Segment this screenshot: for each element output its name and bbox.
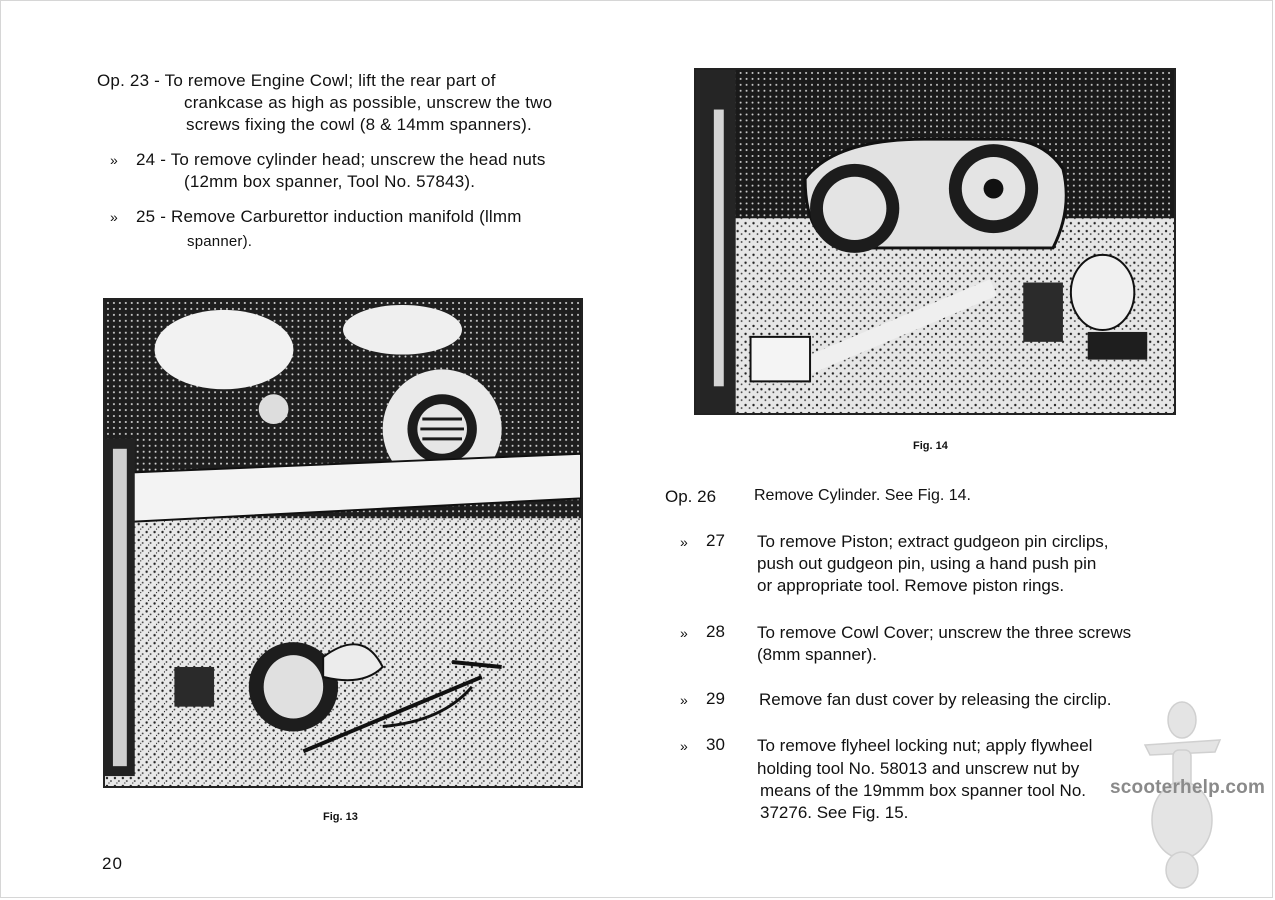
op24-line2: (12mm box spanner, Tool No. 57843). <box>184 172 476 191</box>
fig13-caption: Fig. 13 <box>323 811 358 823</box>
op23-line1: Op. 23 - To remove Engine Cowl; lift the rear part of <box>97 71 496 90</box>
op29-number: 29 <box>706 689 725 708</box>
op24-marker: » <box>110 152 118 168</box>
op28-marker: » <box>680 625 688 641</box>
page-number: 20 <box>102 854 123 873</box>
op23-line3: screws fixing the cowl (8 & 14mm spanners). <box>186 115 532 134</box>
op27-marker: » <box>680 534 688 550</box>
op23-line2: crankcase as high as possible, unscrew the two <box>184 93 553 112</box>
op29-marker: » <box>680 692 688 708</box>
op27-line3: or appropriate tool. Remove piston rings. <box>757 576 1065 595</box>
watermark-text: scooterhelp.com <box>1110 777 1266 798</box>
op30-line1: To remove flyheel locking nut; apply flywheel <box>757 736 1093 755</box>
op30-line2: holding tool No. 58013 and unscrew nut by <box>757 759 1080 778</box>
op30-marker: » <box>680 738 688 754</box>
op27-line2: push out gudgeon pin, using a hand push pin <box>757 554 1097 573</box>
fig14-photo <box>694 68 1176 415</box>
fig13-photo <box>103 298 583 788</box>
op28-line2: (8mm spanner). <box>757 645 877 664</box>
op25-line1: 25 - Remove Carburettor induction manifold (llmm <box>136 207 522 226</box>
op25-marker: » <box>110 209 118 225</box>
op30-line3: means of the 19mmm box spanner tool No. <box>760 781 1086 800</box>
op23-text <box>97 70 496 92</box>
op28-number: 28 <box>706 622 725 641</box>
op24-line1: 24 - To remove cylinder head; unscrew the head nuts <box>136 150 546 169</box>
op26-text: Remove Cylinder. See Fig. 14. <box>754 487 971 504</box>
fig14-caption: Fig. 14 <box>913 440 948 452</box>
op25-line2: spanner). <box>187 233 253 250</box>
op29-line1: Remove fan dust cover by releasing the circlip. <box>759 690 1112 709</box>
op26-label: Op. 26 <box>665 487 717 506</box>
op27-number: 27 <box>706 531 725 550</box>
op30-number: 30 <box>706 735 725 754</box>
op27-line1: To remove Piston; extract gudgeon pin circlips, <box>757 532 1109 551</box>
op28-line1: To remove Cowl Cover; unscrew the three screws <box>757 623 1132 642</box>
op30-line4: 37276. See Fig. 15. <box>760 803 909 822</box>
